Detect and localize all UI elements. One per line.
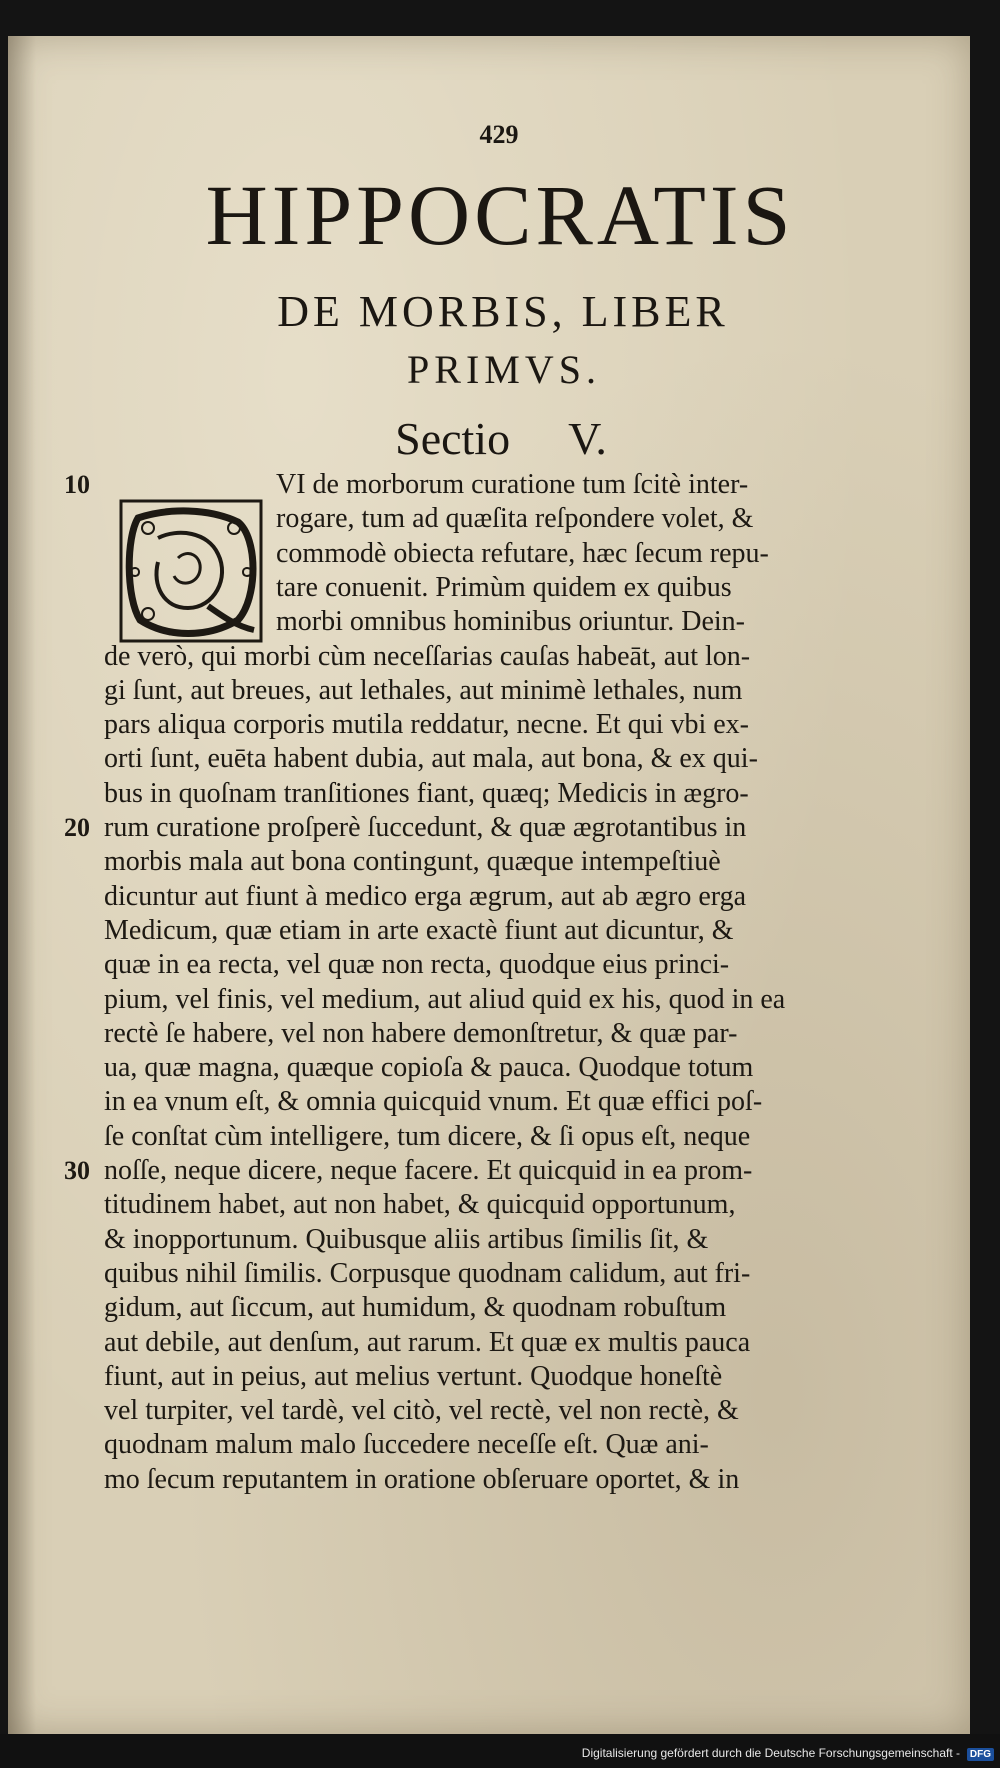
page-number: 429: [479, 120, 519, 149]
text-line: de verò, qui morbi cùm neceſſarias cauſas habeāt, aut lon-: [104, 640, 751, 672]
text-line: dicuntur aut fiunt à medico erga ægrum, aut ab ægro erga: [104, 880, 747, 912]
text-line: rectè ſe habere, vel non habere demonſtretur, & quæ par-: [104, 1017, 738, 1049]
section-label: Sectio: [395, 413, 511, 464]
section-number: V.: [568, 413, 607, 464]
text-line: titudinem habet, aut non habet, & quicquid opportunum,: [104, 1189, 736, 1221]
text-line: vel turpiter, vel tardè, vel citò, vel rectè, vel non rectè, &: [104, 1395, 739, 1427]
footer-credit: Digitalisierung gefördert durch die Deutsche Forschungsgemeinschaft -: [581, 1746, 960, 1760]
dfg-logo: DFG: [967, 1748, 994, 1761]
text-line: fiunt, aut in peius, aut melius vertunt. Quodque honeſtè: [104, 1360, 723, 1392]
decorative-initial-q-icon: [118, 498, 264, 644]
subtitle-line-2: PRIMVS.: [407, 347, 601, 392]
text-line: bus in quoſnam tranſitiones fiant, quæq; Medicis in ægro-: [104, 777, 749, 809]
text-line: orti ſunt, euēta habent dubia, aut mala, aut bona, & ex qui-: [104, 743, 758, 775]
margin-line-number: 20: [64, 813, 90, 842]
text-line: noſſe, neque dicere, neque facere. Et quicquid in ea prom-: [104, 1155, 753, 1186]
text-line: ſe conſtat cùm intelligere, tum dicere, & ſi opus eſt, neque: [104, 1120, 751, 1152]
text-line: gidum, aut ſiccum, aut humidum, & quodnam robuſtum: [104, 1292, 727, 1324]
book-page: [8, 36, 970, 1734]
text-line: commodè obiecta refutare, hæc ſecum repu-: [276, 537, 769, 569]
page-title: HIPPOCRATIS: [205, 167, 795, 263]
section-heading: [8, 413, 970, 464]
text-line: aut debile, aut denſum, aut rarum. Et quæ ex multis pauca: [104, 1326, 751, 1358]
subtitle-line-1: DE MORBIS, LIBER: [277, 287, 729, 336]
text-line: quodnam malum malo ſuccedere neceſſe eſt. Quæ ani-: [104, 1429, 709, 1461]
text-line: tare conuenit. Primùm quidem ex quibus: [276, 571, 732, 603]
margin-line-number: 30: [64, 1156, 90, 1185]
text-line: morbis mala aut bona contingunt, quæque intempeſtiuè: [104, 846, 721, 878]
margin-line-number: 10: [64, 470, 90, 499]
text-line: & inopportunum. Quibusque aliis artibus ſimilis ſit, &: [104, 1223, 709, 1255]
text-line: mo ſecum reputantem in oratione obſeruare oportet, & in: [104, 1463, 740, 1495]
text-line: morbi omnibus hominibus oriuntur. Dein-: [276, 606, 745, 638]
text-line: in ea vnum eſt, & omnia quicquid vnum. Et quæ effici poſ-: [104, 1086, 763, 1118]
text-line: Medicum, quæ etiam in arte exactè fiunt aut dicuntur, &: [104, 914, 734, 946]
text-line: quæ in ea recta, vel quæ non recta, quodque eius princi-: [104, 949, 730, 981]
text-line: pium, vel finis, vel medium, aut aliud quid ex his, quod in ea: [104, 983, 786, 1015]
text-line: ua, quæ magna, quæque copioſa & pauca. Quodque totum: [104, 1052, 754, 1084]
text-line: VI de morborum curatione tum ſcitè inter-: [276, 469, 749, 500]
text-line: pars aliqua corporis mutila reddatur, necne. Et qui vbi ex-: [104, 709, 749, 741]
text-line: rum curatione proſperè ſuccedunt, & quæ ægrotantibus in: [104, 812, 747, 843]
text-line: quibus nihil ſimilis. Corpusque quodnam calidum, aut fri-: [104, 1257, 751, 1289]
text-line: rogare, tum ad quæſita reſpondere volet, &: [276, 503, 754, 535]
text-line: gi ſunt, aut breues, aut lethales, aut minimè lethales, num: [104, 674, 743, 706]
